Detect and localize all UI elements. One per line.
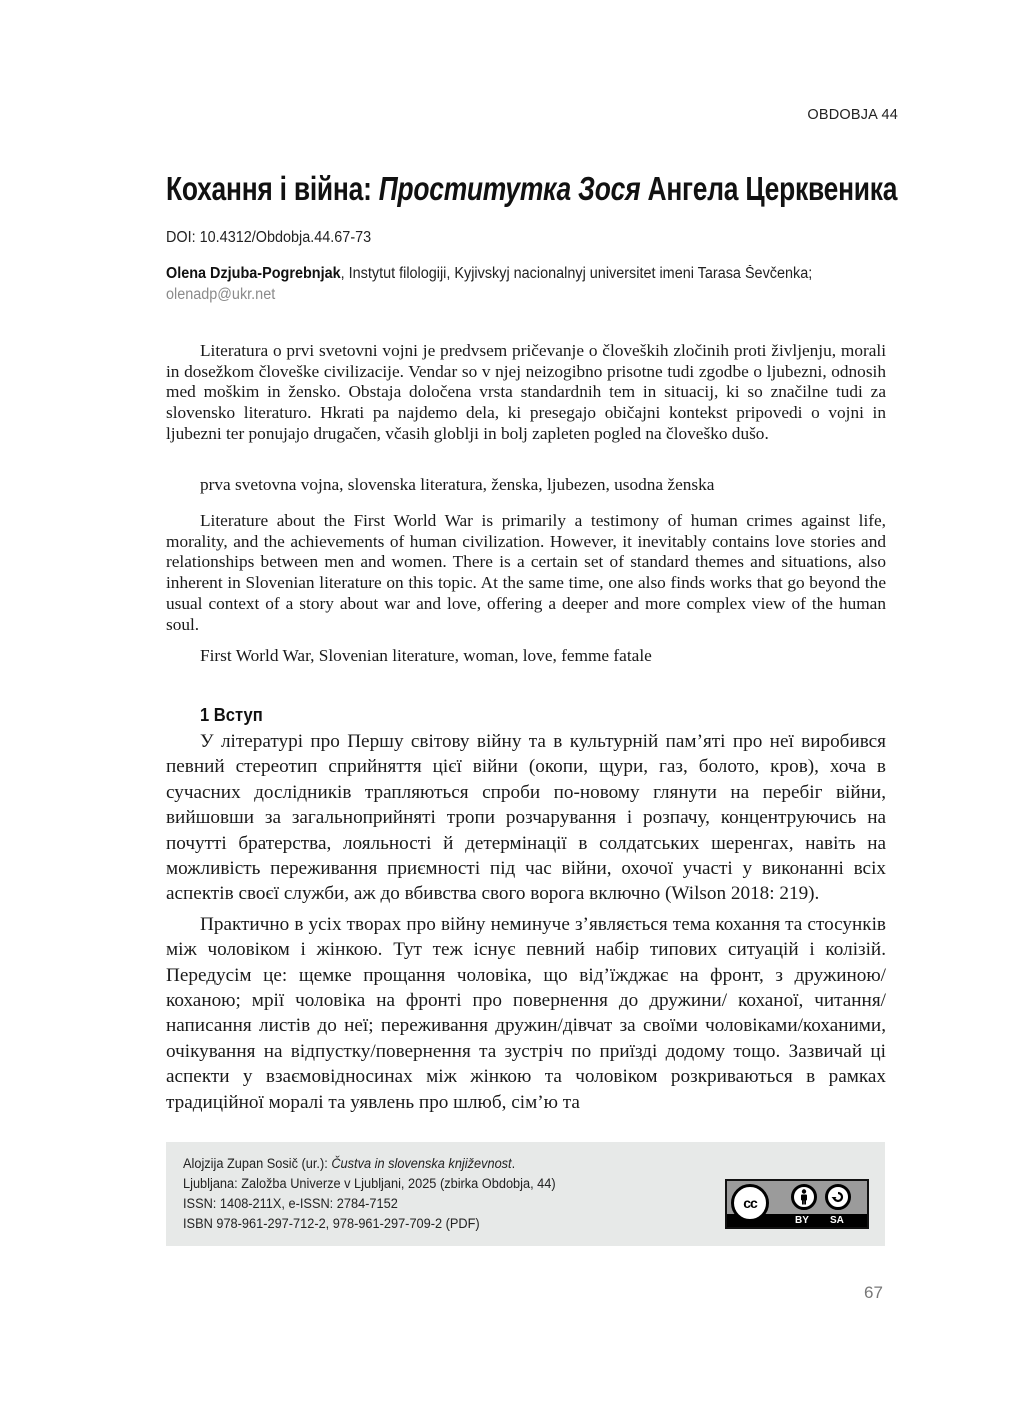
title-italic-work: Проститутка Зося: [378, 170, 641, 207]
title-text: [166, 170, 897, 208]
author-block: [166, 263, 882, 305]
cc-sa-label: SA: [830, 1215, 844, 1226]
section-body: [166, 729, 886, 1120]
body-paragraph: У літературі про Першу світову війну та в культурній пам’яті про неї виробився певний стереотип сприйняття цієї війни (окопи, щури, газ, болото, кров), хоча в сучасних дослідників трапляються спроби по-новому глянути на перебіг війни, вийшовши за загальноприйняті тропи розчарування і розпачу, концентруючись на почутті братерства, лояльності й детермінації в солдатських шеренгах, навіть на можливість переживання приємності під час війни, охочої участі у виконанні всіх аспектів своєї служби, аж до вбивства свого ворога включно (Wilson 2018: 219).: [166, 731, 886, 905]
keywords-slovenian: [166, 475, 886, 496]
attribution-person-icon: [791, 1184, 817, 1210]
author-email-link[interactable]: olenadp@ukr.net: [166, 286, 276, 303]
author-name: Olena Dzjuba-Pogrebnjak: [166, 265, 341, 282]
keywords-english: [166, 646, 886, 667]
imprint-period: .: [511, 1156, 516, 1172]
imprint-isbn-line: ISBN 978-961-297-712-2, 978-961-297-709-2 (PDF): [183, 1216, 480, 1232]
imprint-editor: Alojzija Zupan Sosič (ur.):: [183, 1156, 332, 1172]
body-paragraph: Практично в усіх творах про війну неминуче з’являється тема кохання та стосунків між чоловіком і жінкою. Тут теж існує певний набір типових ситуацій і колізій. Передусім це: щемке прощання чоловіка, що від’їжджає на фронт, з дружиною/коханою; мрії чоловіка на фронті про повернення до дружини/ коханої, читання/написання листів до неї; переживання дружин/дівчат за своїми чоловіками/коханими, очікування на відпустку/повернення та зустріч по приїзді додому тощо. Зазвичай ці аспекти у взаємовідносинах між жінкою та чоловіком розкриваються в рамках традиційної моралі та уявлень про шлюб, сім’ю та: [166, 913, 886, 1113]
imprint-editor-line: [183, 1154, 556, 1174]
share-alike-icon: [825, 1184, 851, 1210]
abstract-sl-text: Literatura o prvi svetovni vojni je predvsem pričevanje o človeških zločinih proti življenju, morali in dosežkom človeške civilizacije. Vendar so v njej neizogibno prisotne tudi zgodbe o ljubezni, odnosih med moškim in žensko. Obstaja določena vrsta standardnih tem in situacij, ki so značilne tudi za slovensko literaturo. Hkrati pa najdemo dela, ki presegajo običajni kontekst pripovedi o vojni in ljubezni ter ponujajo drugačen, včasih globlji in bolj zapleten pogled na človeško dušo.: [166, 341, 886, 443]
imprint-text: [183, 1154, 556, 1234]
keywords-en-text: First World War, Slovenian literature, woman, love, femme fatale: [200, 646, 652, 665]
title-part-1: Кохання і війна:: [166, 170, 379, 207]
article-title: [166, 170, 898, 212]
abstract-slovenian: [166, 341, 886, 445]
person-glyph-icon: [797, 1189, 811, 1205]
title-part-2: Ангела Церквеника: [640, 170, 898, 207]
imprint-book-title: Čustva in slovenska književnost: [331, 1156, 512, 1172]
abstract-en-text: Literature about the First World War is primarily a testimony of human crimes against life, morality, and the achievements of human civilization. However, it inevitably contains love stories and relationships between men and women. There is a certain set of standard themes and situations, also inherent in Slovenian literature on this topic. At the same time, one also finds works that go beyond the usual context of a story about war and love, offering a deeper and more complex view of the human soul.: [166, 511, 886, 634]
running-header: OBDOBJA 44: [807, 107, 898, 123]
keywords-sl-text: prva svetovna vojna, slovenska literatura, ženska, ljubezen, usodna ženska: [200, 475, 715, 494]
cc-by-label: BY: [795, 1215, 809, 1226]
imprint-box: [166, 1142, 885, 1246]
cc-by-sa-icon: [725, 1179, 869, 1229]
doi-line: DOI: 10.4312/Obdobja.44.67-73: [166, 229, 372, 246]
imprint-publisher-line: Ljubljana: Založba Univerze v Ljubljani, 2025 (zbirka Obdobja, 44): [183, 1176, 556, 1192]
cc-logo-icon: cc: [731, 1184, 769, 1222]
author-affiliation: , Instytut filologiji, Kyjivskyj nacionalnyj universitet imeni Tarasa Ševčenka;: [340, 265, 813, 282]
section-heading: 1 Вступ: [200, 705, 263, 725]
share-alike-glyph-icon: [830, 1189, 846, 1205]
abstract-english: [166, 511, 886, 635]
page-number: 67: [864, 1283, 883, 1302]
imprint-issn-line: ISSN: 1408-211X, e-ISSN: 2784-7152: [183, 1196, 398, 1212]
